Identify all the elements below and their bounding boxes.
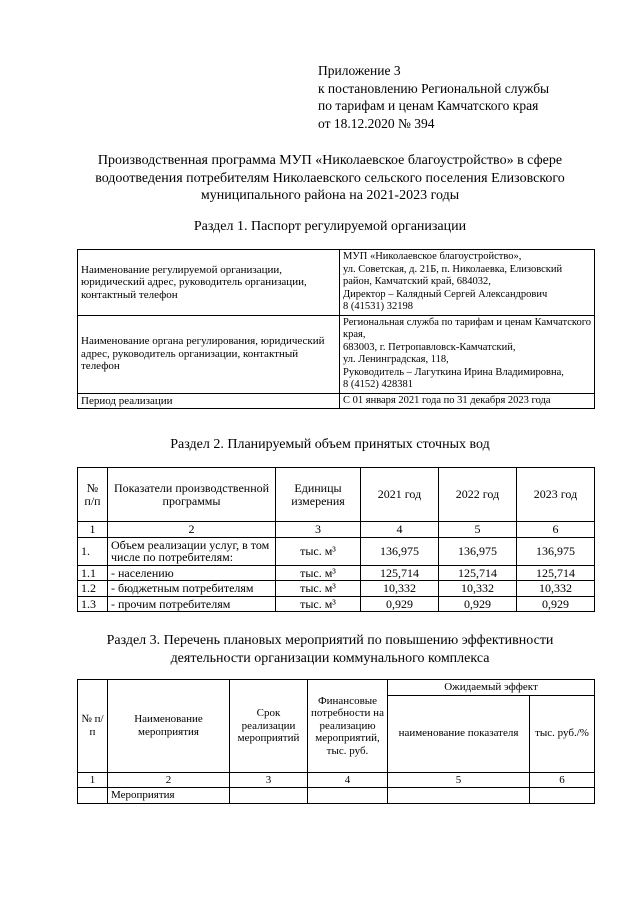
col-number: 3 <box>276 522 361 538</box>
col-number: 1 <box>78 772 108 788</box>
document-title: Производственная программа МУП «Николаевское благоустройство» в сфере водоотведения потребителям Николаевского сельского поселения Елизовского муниципального района на 2021-2023 годы <box>95 153 565 203</box>
measures-table <box>77 679 595 804</box>
passport-line: 8 (4152) 428381 <box>343 379 413 390</box>
col-header: Ожидаемый эффект <box>388 680 595 696</box>
table-row <box>78 250 595 316</box>
passport-value <box>340 250 595 316</box>
appendix-line: Приложение 3 <box>318 63 401 78</box>
row-value: 125,714 <box>517 565 595 581</box>
col-header: Финансовые потребности на реализацию мероприятий, тыс. руб. <box>308 680 388 773</box>
table-cell <box>530 788 595 804</box>
row-value: 0,929 <box>439 596 517 612</box>
passport-line: Региональная служба по тарифам и ценам Камчатского края, <box>343 316 591 340</box>
table-row <box>78 596 595 612</box>
col-header: тыс. руб./% <box>530 695 595 772</box>
row-value: 136,975 <box>517 537 595 565</box>
col-header: № п/п <box>78 468 108 522</box>
passport-label: Наименование регулируемой организации, юридический адрес, руководитель организации, контактный телефон <box>78 250 340 316</box>
row-unit: тыс. м³ <box>276 596 361 612</box>
col-number: 4 <box>308 772 388 788</box>
row-value: 10,332 <box>361 581 439 597</box>
column-number-row <box>78 772 595 788</box>
row-value: 136,975 <box>361 537 439 565</box>
table-row <box>78 581 595 597</box>
passport-line: 683003, г. Петропавловск-Камчатский, <box>343 341 516 353</box>
passport-line: ул. Советская, д. 21Б, п. Николаевка, Елизовский район, Камчатский край, 684032, <box>343 263 563 287</box>
col-header: 2021 год <box>361 468 439 522</box>
table-header-row <box>78 468 595 522</box>
row-name: - прочим потребителям <box>108 596 276 612</box>
passport-line: Руководитель – Лагуткина Ирина Владимировна, <box>343 366 564 378</box>
row-name: Объем реализации услуг, в том числе по потребителям: <box>108 537 276 565</box>
row-name: - населению <box>108 565 276 581</box>
col-number: 5 <box>439 522 517 538</box>
col-header: наименование показателя <box>388 695 530 772</box>
col-header: Срок реализации мероприятий <box>230 680 308 773</box>
passport-line: ул. Ленинградская, 118, <box>343 354 449 365</box>
table-cell <box>78 788 108 804</box>
table-header-row <box>78 680 595 696</box>
appendix-line: к постановлению Региональной службы <box>318 80 550 96</box>
passport-label: Наименование органа регулирования, юридический адрес, руководитель организации, контактный телефон <box>78 315 340 393</box>
row-value: 136,975 <box>439 537 517 565</box>
row-number: 1. <box>78 537 108 565</box>
section2-heading: Раздел 2. Планируемый объем принятых сточных вод <box>170 437 490 452</box>
column-number-row <box>78 522 595 538</box>
row-unit: тыс. м³ <box>276 565 361 581</box>
col-number: 5 <box>388 772 530 788</box>
row-value: 0,929 <box>517 596 595 612</box>
volume-table <box>77 467 595 612</box>
row-unit: тыс. м³ <box>276 537 361 565</box>
section3-heading-line: Раздел 3. Перечень плановых мероприятий по повышению эффективности <box>106 633 554 648</box>
section3-heading <box>40 632 620 667</box>
appendix-block <box>318 62 549 132</box>
col-number: 1 <box>78 522 108 538</box>
row-number: 1.2 <box>78 581 108 597</box>
row-number: 1.3 <box>78 596 108 612</box>
section1-heading: Раздел 1. Паспорт регулируемой организации <box>193 219 467 234</box>
col-number: 3 <box>230 772 308 788</box>
row-number: 1.1 <box>78 565 108 581</box>
table-row <box>78 315 595 393</box>
col-number: 4 <box>361 522 439 538</box>
passport-value: С 01 января 2021 года по 31 декабря 2023 года <box>340 393 595 409</box>
passport-line: МУП «Николаевское благоустройство», <box>343 251 522 262</box>
row-value: 10,332 <box>439 581 517 597</box>
col-number: 2 <box>108 772 230 788</box>
table-cell <box>388 788 530 804</box>
passport-table <box>77 249 595 409</box>
row-name: - бюджетным потребителям <box>108 581 276 597</box>
table-cell <box>230 788 308 804</box>
section3-heading-line: деятельности организации коммунального комплекса <box>170 650 490 666</box>
table-row <box>78 537 595 565</box>
row-value: 10,332 <box>517 581 595 597</box>
col-header: № п/п <box>78 680 108 773</box>
row-value: 125,714 <box>439 565 517 581</box>
passport-line: 8 (41531) 32198 <box>343 301 413 312</box>
table-row <box>78 565 595 581</box>
row-unit: тыс. м³ <box>276 581 361 597</box>
passport-label: Период реализации <box>78 393 340 409</box>
table-cell <box>308 788 388 804</box>
table-row <box>78 393 595 409</box>
col-number: 6 <box>530 772 595 788</box>
row-value: 125,714 <box>361 565 439 581</box>
passport-value <box>340 315 595 393</box>
col-header: Наименование мероприятия <box>108 680 230 773</box>
col-header: 2023 год <box>517 468 595 522</box>
row-value: 0,929 <box>361 596 439 612</box>
col-header: Единицы измерения <box>276 468 361 522</box>
col-number: 2 <box>108 522 276 538</box>
table-row <box>78 788 595 804</box>
appendix-line: по тарифам и ценам Камчатского края <box>318 98 539 113</box>
col-header: 2022 год <box>439 468 517 522</box>
appendix-line: от 18.12.2020 № 394 <box>318 115 435 131</box>
col-header: Показатели производственной программы <box>108 468 276 522</box>
col-number: 6 <box>517 522 595 538</box>
row-label: Мероприятия <box>108 788 230 804</box>
passport-line: Директор – Калядный Сергей Александрович <box>343 288 548 300</box>
